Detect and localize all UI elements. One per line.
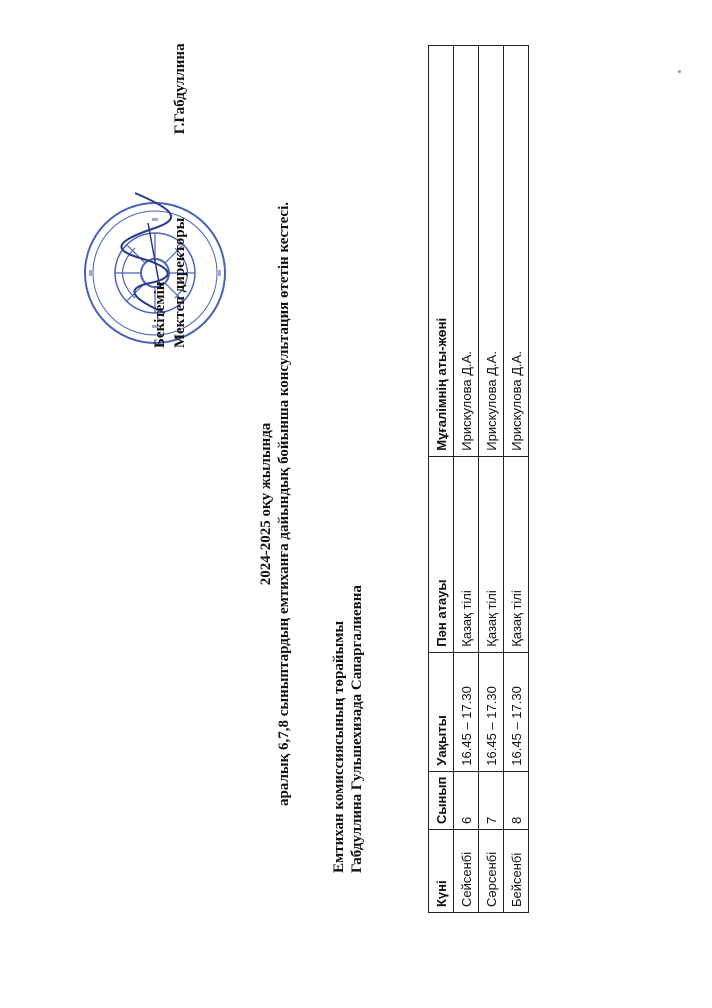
director-title: Мектеп директоры [172,217,188,348]
table-row [504,45,529,912]
cell-time: 16.45 – 17.30 [454,652,479,771]
commission-role: Емтихан комиссиясының төрайымы [331,620,347,873]
approval-block [150,43,190,348]
cell-subject: Қазақ тілі [479,456,504,652]
cell-time: 16.45 – 17.30 [479,652,504,771]
cell-subject: Қазақ тілі [454,456,479,652]
header-subject: Пән атауы [429,456,454,652]
cell-grade: 7 [479,771,504,829]
cell-day: Бейсенбі [504,830,529,913]
cell-day: Сейсенбі [454,830,479,913]
table-row [479,45,504,912]
cell-time: 16.45 – 17.30 [504,652,529,771]
cell-teacher: Ирискулова Д.А. [479,45,504,456]
schedule-title-year: 2024-2025 оқу жылында [258,422,274,586]
commission-block [330,585,366,873]
cell-teacher: Ирискулова Д.А. [504,45,529,456]
cell-grade: 8 [504,771,529,829]
approval-line-1: Бекітемін [152,281,168,348]
commission-chair-name: Габдуллина Гульшехизада Сапаргалиевна [349,585,365,873]
approval-line-2 [170,43,190,348]
consultation-schedule-table [428,45,529,913]
schedule-title: аралық 6,7,8 сыныптардың емтиханға дайындық бойынша консультация өтетін кестесі. [276,201,292,807]
header-teacher: Мұғалімнің аты-жөні [429,45,454,456]
header-time: Уақыты [429,652,454,771]
table-row [454,45,479,912]
cell-teacher: Ирискулова Д.А. [454,45,479,456]
cell-subject: Қазақ тілі [504,456,529,652]
cell-grade: 6 [454,771,479,829]
cell-day: Сәрсенбі [479,830,504,913]
director-name: Г.Габдуллина [172,43,188,135]
header-day: Күні [429,830,454,913]
table-header-row [429,45,454,912]
header-grade: Сынып [429,771,454,829]
